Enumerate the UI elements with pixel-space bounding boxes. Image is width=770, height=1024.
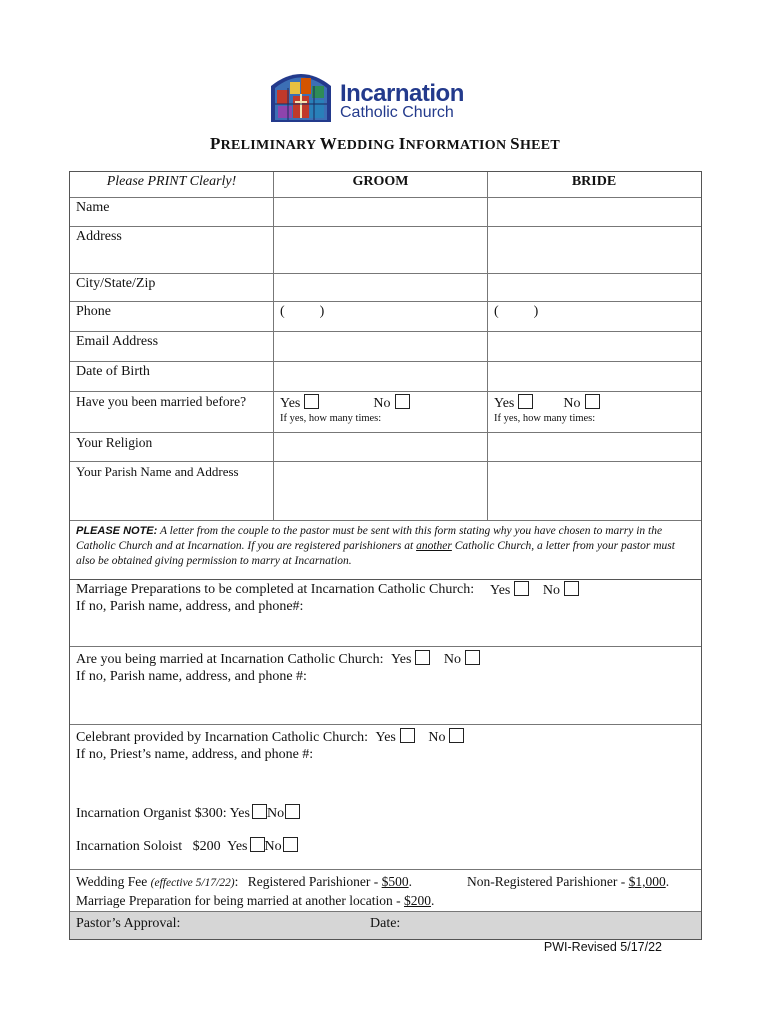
groom-area-code: ( ) [280,304,325,319]
bride-column-header: BRIDE [571,174,617,189]
date-of-birth-label: Date of Birth [70,362,274,391]
fee-colon: : [234,874,239,889]
married-at-no-checkbox[interactable] [465,650,480,665]
groom-religion-field[interactable] [274,433,488,461]
married-at-question: Are you being married at Incarnation Catholic Church: [76,652,384,667]
bride-city-field[interactable] [488,274,700,301]
organist-yes-checkbox[interactable] [252,804,267,819]
bride-name-field[interactable] [488,198,700,226]
marriage-prep-section [70,578,701,646]
wedding-fee-label: Wedding Fee [76,874,151,889]
yes-label: Yes [280,396,301,411]
phone-row [70,301,701,331]
nonregistered-fee-label: Non-Registered Parishioner - [467,874,629,889]
note-text-part2: Catholic Church, a letter from your pastor must also be obtained giving permission to marry at Incarnation. [76,540,675,567]
groom-address-field[interactable] [274,227,488,273]
wedding-fee-section: Wedding Fee (effective 5/17/22): Registered Parishioner - $500. Non-Registered Parishioner - $1,000. Marriage Preparation for being married at another location - $200. [70,869,701,911]
no-label: No [428,730,446,745]
groom-city-field[interactable] [274,274,488,301]
no-label: No [266,806,285,821]
registered-fee-label: Registered Parishioner - [247,874,382,889]
logo-church-subtitle: Catholic Church [340,104,454,121]
title-word: EDDING [337,138,395,153]
married-at-section [70,646,701,724]
celebrant-section [70,724,701,869]
pastor-approval-row [70,911,701,939]
married-before-row [70,391,701,432]
prep-fee-label: Marriage Preparation for being married at another location - [76,893,404,908]
groom-phone-field[interactable] [274,302,488,331]
name-row [70,197,701,226]
groom-married-before [274,392,488,432]
soloist-label: Incarnation Soloist $200 Yes [76,839,248,854]
title-word: RELIMINARY [220,138,316,153]
groom-parish-field[interactable] [274,462,488,520]
celebrant-question: Celebrant provided by Incarnation Catholic Church: [76,730,368,745]
church-logo [268,68,476,124]
fee-effective-date: (effective 5/17/22) [150,877,235,889]
bride-religion-field[interactable] [488,433,700,461]
married-at-yes-checkbox[interactable] [415,650,430,665]
yes-label: Yes [490,583,511,598]
email-label: Email Address [70,332,274,361]
logo-church-name: Incarnation [340,80,464,107]
soloist-no-checkbox[interactable] [283,837,298,852]
celebrant-no-checkbox[interactable] [449,728,464,743]
groom-email-field[interactable] [274,332,488,361]
married-at-followup: If no, Parish name, address, and phone #: [76,669,307,684]
bride-parish-field[interactable] [488,462,700,520]
name-label: Name [70,198,274,226]
table-header-row [70,172,701,197]
bride-married-before [488,392,700,432]
no-label: No [563,396,581,411]
bride-married-yes-checkbox[interactable] [518,394,533,409]
title-initial: I [398,134,406,153]
groom-married-yes-checkbox[interactable] [304,394,319,409]
celebrant-yes-checkbox[interactable] [400,728,415,743]
bride-married-no-checkbox[interactable] [585,394,600,409]
prep-yes-checkbox[interactable] [514,581,529,596]
marriage-prep-question: Marriage Preparations to be completed at Incarnation Catholic Church: [76,582,475,597]
information-table [69,171,702,580]
no-label: No [542,583,560,598]
religion-label: Your Religion [70,433,274,461]
bride-dob-field[interactable] [488,362,700,391]
address-label: Address [70,227,274,273]
organist-no-checkbox[interactable] [285,804,300,819]
groom-married-no-checkbox[interactable] [395,394,410,409]
bride-address-field[interactable] [488,227,700,273]
yes-label: Yes [375,730,396,745]
dob-row [70,361,701,391]
bride-email-field[interactable] [488,332,700,361]
please-note-row [70,520,701,579]
times-married-note: If yes, how many times: [494,413,596,424]
religion-row [70,432,701,461]
married-before-label: Have you been married before? [70,392,274,432]
title-word: HEET [519,138,561,153]
note-underlined-word: another [416,540,452,552]
no-label: No [264,839,282,854]
phone-label: Phone [70,302,274,331]
address-row [70,226,701,273]
title-initial: S [510,134,520,153]
wedding-details-sections [69,578,702,940]
prep-no-checkbox[interactable] [564,581,579,596]
groom-name-field[interactable] [274,198,488,226]
bride-phone-field[interactable] [488,302,700,331]
title-initial: W [319,134,338,153]
times-married-note: If yes, how many times: [280,413,382,424]
bride-area-code: ( ) [494,304,539,319]
nonregistered-fee-amount: $1,000 [628,874,666,889]
email-row [70,331,701,361]
no-label: No [373,396,391,411]
stained-glass-window-icon [268,68,334,122]
parish-row [70,461,701,520]
yes-label: Yes [494,396,515,411]
approval-date-label: Date: [370,916,401,931]
registered-fee-amount: $500 [381,874,409,889]
city-row [70,273,701,301]
celebrant-followup: If no, Priest’s name, address, and phone #: [76,747,314,762]
title-word: NFORMATION [405,138,507,153]
prep-fee-amount: $200 [404,893,431,908]
page-title [0,134,770,154]
city-state-zip-label: City/State/Zip [70,274,274,301]
parish-label: Your Parish Name and Address [70,462,274,520]
please-note-text [70,521,700,579]
title-initial: P [209,134,221,153]
marriage-prep-followup: If no, Parish name, address, and phone#: [76,599,304,614]
please-note-label: PLEASE NOTE: [76,525,158,537]
soloist-yes-checkbox[interactable] [250,837,265,852]
yes-label: Yes [391,652,412,667]
print-clearly-instruction: Please PRINT Clearly! [70,172,274,197]
groom-column-header: GROOM [274,172,488,197]
organist-label: Incarnation Organist $300: Yes [76,806,250,821]
no-label: No [443,652,462,667]
note-text-part1: A letter from the couple to the pastor must be sent with this form stating why you have chosen to marry in the Catholic Church and at Incarnation. If you are registered parishioners at [76,525,663,552]
pastor-approval-label: Pastor’s Approval: [76,916,181,931]
groom-dob-field[interactable] [274,362,488,391]
revision-footer: PWI-Revised 5/17/22 [543,940,662,954]
